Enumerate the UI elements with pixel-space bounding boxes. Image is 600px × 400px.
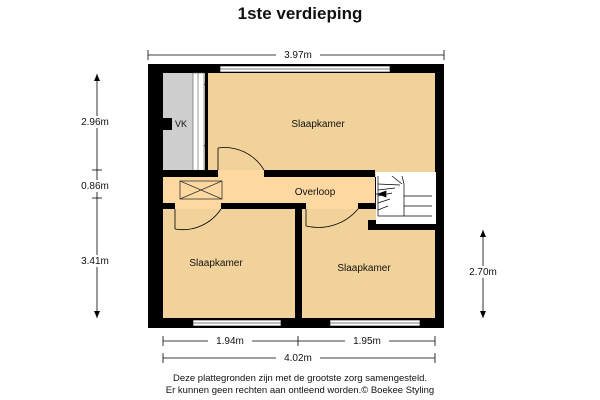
label-bedroom-bottom-left: Slaapkamer [189, 258, 243, 269]
label-bedroom-top: Slaapkamer [291, 119, 345, 130]
label-landing: Overloop [294, 187, 336, 198]
dim-left-top: 2.96m [81, 117, 109, 128]
chimney [160, 118, 172, 130]
dim-left-middle: 0.86m [81, 181, 109, 192]
dim-left-bottom: 3.41m [81, 256, 109, 267]
footer-line-2: Er kunnen geen rechten aan ontleend worden.© Boekee Styling [165, 385, 435, 396]
closet-door [193, 73, 204, 172]
footer-line-1: Deze plattegronden zijn met de grootste zorg samengesteld. [172, 373, 427, 384]
dim-top-width: 3.97m [284, 50, 312, 61]
dim-bottom-left: 1.94m [216, 336, 244, 347]
label-bedroom-bottom-right: Slaapkamer [337, 263, 391, 274]
dim-right-bottom: 2.70m [469, 267, 497, 278]
floor-title: 1ste verdieping [237, 4, 363, 23]
label-closet: VK [175, 119, 188, 129]
dim-bottom-right: 1.95m [353, 336, 381, 347]
dim-bottom-total: 4.02m [284, 353, 312, 364]
wall-between-bedrooms [295, 203, 302, 318]
